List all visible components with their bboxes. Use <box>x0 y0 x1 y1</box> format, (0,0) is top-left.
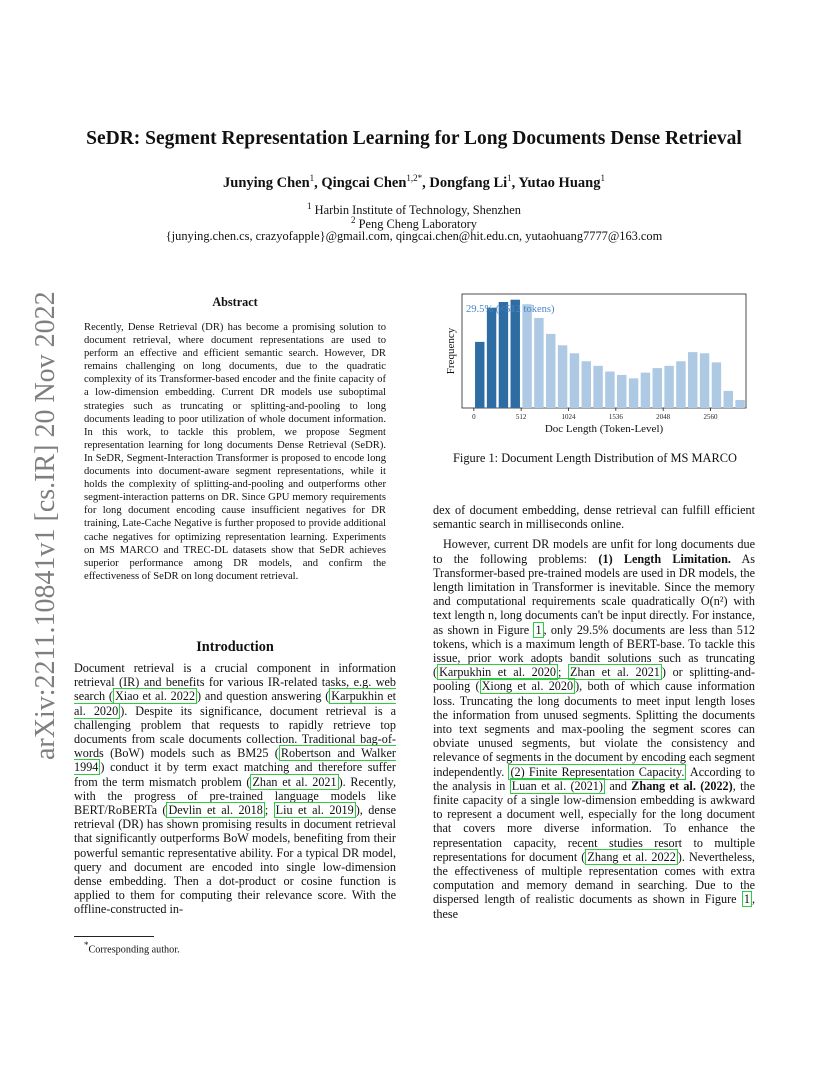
citation-link[interactable]: Zhan et al. 2021 <box>570 665 660 680</box>
histogram-bar <box>558 345 567 408</box>
histogram-bar <box>700 353 709 408</box>
text-run: ). Despite its significance, document retrieval is a challenging problem that requests to rapidly retrieve top documents from scale documents collection. Traditional bag-of-words (BoW) models such as BM25 ( <box>74 703 396 761</box>
text-run: As Transformer-based pre-trained models are used in DR models, the length limitation in Transformer is inevitable. Since the memory and computational requirements scale quadratically O(n²) with text length n, long documents can't be input directly. For instance, as shown in Figure <box>433 551 756 637</box>
histogram-bar <box>629 378 638 408</box>
author-affiliation-mark: 1 <box>507 173 512 183</box>
histogram-bar <box>582 361 591 408</box>
right-column <box>433 503 755 921</box>
text-run: , only 29.5% documents are less than 512 tokens, which is a maximum length of BERT-base. To tackle this issue, prior work adopts bandit solutions such as truncating ( <box>433 622 756 680</box>
text-run: ) and question answering ( <box>197 689 330 704</box>
affiliation-text: Harbin Institute of Technology, Shenzhen <box>314 203 521 218</box>
citation-link[interactable]: Xiong et al. 2020 <box>481 679 574 694</box>
abstract-body: Recently, Dense Retrieval (DR) has become a promising solution to document retrieval, where document representations are used to perform an effective and efficient semantic search. However, DR remains challenging on long documents, due to the quadratic complexity of its Transformer-based encoder and the finite capacity of a low-dimension embedding. Current DR models use suboptimal strategies such as truncating or splitting-and-pooling to long documents leading to poor utilization of whole document information. In this work, to tackle this problem, we propose Segment representation learning for long documents Dense Retrieval (SeDR). In SeDR, Segment-Interaction Transformer is proposed to encode long documents into document-aware segment representations, while it holds the complexity of splitting-and-pooling and outperforms other segment-interaction patterns on DR. Since GPU memory requirements for long document encoding cause insufficient negatives for DR training, Late-Cache Negative is further proposed to provide additional cache negatives for optimizing representation learning. Experiments on MS MARCO and TREC-DL datasets show that SeDR achieves superior performance among DR models, and confirm the effectiveness of SeDR on long document retrieval. <box>84 322 386 582</box>
histogram-bar <box>724 391 733 408</box>
author-name: Qingcai Chen <box>321 174 407 191</box>
text-run: ; <box>264 803 274 818</box>
text-run: and <box>604 778 632 793</box>
text-run: ) or splitting-and-pooling ( <box>433 665 755 694</box>
histogram-bar <box>735 400 744 408</box>
x-tick-label: 2560 <box>703 413 718 421</box>
abstract-heading: Abstract <box>212 295 258 309</box>
y-axis-label: Frequency <box>445 327 457 375</box>
footnote <box>84 940 180 955</box>
citation-link[interactable]: Devlin et al. 2018 <box>168 803 263 818</box>
affiliation-mark: 2 <box>351 215 356 225</box>
arxiv-identifier-stamp <box>20 290 64 770</box>
x-tick-label: 1536 <box>608 413 623 421</box>
author-name: Yutao Huang <box>518 174 601 191</box>
histogram-bar <box>534 318 543 408</box>
x-tick-label: 2048 <box>656 413 671 421</box>
citation-link[interactable]: Karpukhin et al. 2020 <box>439 665 557 680</box>
histogram-bar <box>688 352 697 408</box>
histogram-bar <box>522 304 531 408</box>
intro-paragraph-continued: dex of document embedding, dense retrieval can fulfill efficient semantic search in milliseconds online. <box>433 503 755 532</box>
histogram-bar <box>664 366 673 408</box>
citation-link[interactable]: Xiao et al. 2022 <box>114 689 196 704</box>
paper-title: SeDR: Segment Representation Learning for Long Documents Dense Retrieval <box>86 128 742 149</box>
citation-link[interactable]: Karpukhin et al. 2020 <box>74 689 397 718</box>
footnote-text: Corresponding author. <box>88 944 180 956</box>
text-run: Document retrieval is a crucial component in information retrieval (IR) and benefits for various IR-related tasks, e.g. web search <box>74 661 396 704</box>
author-affiliation-mark: 1 <box>309 173 315 183</box>
author-separator: , <box>314 174 322 191</box>
footnote-rule <box>74 936 154 937</box>
citation-link[interactable]: Liu et al. 2019 <box>275 803 354 818</box>
histogram-bar <box>712 362 721 408</box>
text-run: , the finite capacity of a single low-dimension embedding is awkward to represent a document well, especially for the long document that covers more diverse information. To enhance the representation capacity, recent studies resort to multiple representations for document ( <box>433 778 756 864</box>
doc-length-histogram <box>432 288 758 440</box>
citation-link[interactable]: Zhan et al. 2021 <box>252 774 337 789</box>
author-name: Dongfang Li <box>429 174 508 191</box>
text-run: ; <box>558 665 569 680</box>
histogram-bar-under-512 <box>511 300 520 408</box>
author-emails: {junying.chen.cs, crazyofapple}@gmail.com, qingcai.chen@hit.edu.cn, yutaohuang7777@163.com <box>165 229 663 243</box>
histogram-bar <box>676 361 685 408</box>
citation-link[interactable]: Zhang et al. 2022 <box>587 849 676 864</box>
histogram-bar <box>653 368 662 408</box>
arxiv-id-text: arXiv:2211.10841v1 [cs.IR] 20 Nov 2022 <box>30 291 61 760</box>
text-run: , these <box>433 892 755 921</box>
introduction-heading: Introduction <box>196 639 274 655</box>
author-separator: , <box>422 174 430 191</box>
histogram-bar-under-512 <box>475 342 484 408</box>
text-run: ), dense retrieval (DR) has shown promising results in document retrieval that significantly outperforms BoW models, benefiting from their powerful semantic representative ability. For a typical DR model, query and document are encoded into single low-dimension dense embedding. Then a dot-product or cosine function is applied to them for computing their relevance score. With the offline-constructed in- <box>74 803 397 917</box>
author-list <box>60 173 768 192</box>
footnote-mark: * <box>84 940 89 950</box>
figure-caption: Figure 1: Document Length Distribution of MS MARCO <box>453 451 737 465</box>
author-affiliation-mark: 1 <box>600 173 605 183</box>
text-run: However, current DR models are unfit for long documents due to the following problems: <box>433 537 755 566</box>
text-run: ). Nevertheless, the effectiveness of multiple representation comes with extra computation and memory demand in searching. Due to the dispersed length of realistic documents as shown in Figure <box>433 849 755 907</box>
figure-reference-link[interactable]: 1 <box>535 622 542 637</box>
intro-paragraph: Document retrieval is a crucial component in information retrieval (IR) and benefits for various IR-related tasks, e.g. web search ( Xiao et al. 2022 ) and question answering ( Karpukhin et al. 2020 ). Despite its significance, document retrieval is a challenging problem that requests to rapidly retrieve top documents from scale documents collection. Traditional bag-of-words (BoW) models such as BM25 ( Robertson and Walker 1994 ) conduct it by term exact matching and therefore suffer from the term mismatch problem ( Zhan et al. 2021 ). Recently, with the progress of pre-trained language models like BERT/RoBERTa ( Devlin et al. 2018 ; Liu et al. 2019 ), dense retrieval (DR) has shown promising results in document retrieval that significantly outperforms BoW models, benefiting from their powerful semantic representative ability. For a typical DR model, query and document are encoded into single low-dimension dense embedding. Then a dot-product or cosine function is applied to them for computing their relevance score. With the offline-constructed in- <box>74 661 397 917</box>
text-run: ), both of which cause information loss. Truncating the long documents to meet input length loses the information from unused segments. Splitting the documents into text segments and max-pooling the segment scores can obviate unused segments, but violate the consistency and relevance of segments in the document by encoding each segment independently. <box>433 679 755 779</box>
author-affiliation-mark: 1,2* <box>406 173 423 183</box>
x-tick-label: 0 <box>472 413 476 421</box>
histogram-bar <box>570 353 579 408</box>
text-run: ) conduct it by term exact matching and therefore suffer from the term mismatch problem ( <box>74 760 396 789</box>
citation-link[interactable]: Luan et al. (2021) <box>511 778 603 793</box>
affiliation-mark: 1 <box>307 201 312 211</box>
text-run: ). Recently, with the progress of pre-trained language models like BERT/RoBERTa ( <box>74 774 396 818</box>
histogram-bar <box>605 372 614 408</box>
author-name: Junying Chen <box>223 174 310 191</box>
histogram-bar <box>593 366 602 408</box>
citation-link[interactable]: Robertson and Walker 1994 <box>74 746 396 775</box>
histogram-bar-under-512 <box>499 302 508 408</box>
citation-link[interactable]: (2) Finite Representation Capacity. <box>510 764 685 779</box>
histogram-bar <box>641 373 650 408</box>
histogram-bar-under-512 <box>487 308 496 408</box>
x-tick-label: 1024 <box>561 413 576 421</box>
x-axis-label: Doc Length (Token-Level) <box>544 423 664 435</box>
figure-reference-link[interactable]: 1 <box>743 892 750 907</box>
bold-run-in-heading: (1) Length Limitation. <box>598 551 731 566</box>
text-run: According to the analysis in <box>433 764 755 793</box>
histogram-bar <box>546 334 555 408</box>
affiliation-text: Peng Cheng Laboratory <box>358 217 477 232</box>
chart-annotation: 29.5% (<512 tokens) <box>466 304 555 315</box>
x-tick-label: 512 <box>515 413 527 421</box>
bold-run-in-heading: Zhang et al. (2022) <box>631 778 733 793</box>
intro-paragraph <box>433 537 755 920</box>
author-separator: , <box>511 174 519 191</box>
introduction-left-column <box>74 661 396 917</box>
histogram-bar <box>617 375 626 408</box>
